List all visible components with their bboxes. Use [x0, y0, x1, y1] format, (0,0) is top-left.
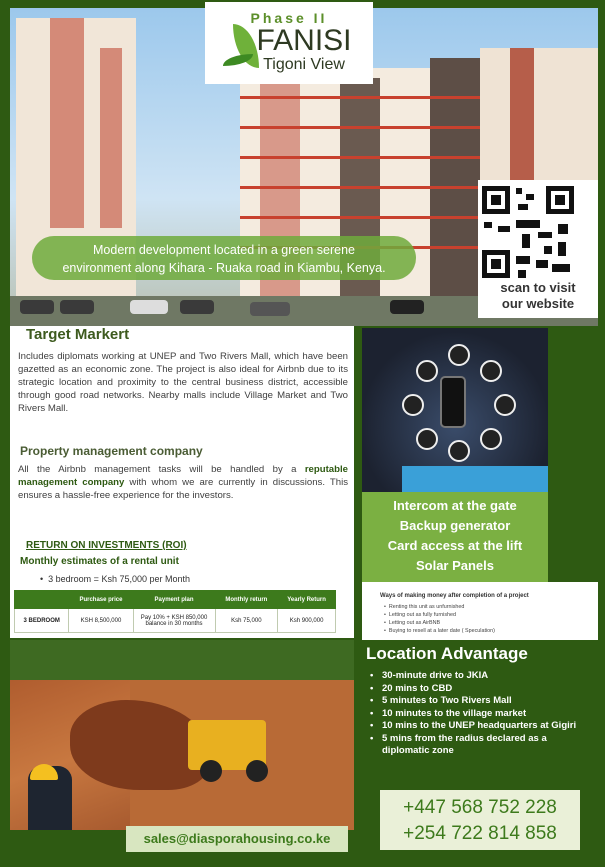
list-item: • Buying to resell at a later date ( Speculation): [384, 628, 495, 634]
target-market-text: Includes diplomats working at UNEP and Two Rivers Mall, which have been gazetted as an economic zone. The project is also ideal for Airbnb due to its strategic location and proximity to the central business district, accessible through good road networks. Nearby malls include Village Market and Two Rivers Mall.: [18, 351, 348, 414]
list-item: • Letting out as AirBNB: [384, 620, 441, 626]
plug-icon: [448, 440, 470, 462]
heating-icon: [416, 360, 438, 382]
amenity-item: Solar Panels: [415, 558, 495, 573]
qr-caption-1: scan to visit: [500, 280, 576, 295]
list-item: • Renting this unit as unfurnished: [384, 604, 465, 610]
list-item: • 10 mins to the UNEP headquarters at Gigiri: [368, 720, 586, 733]
table-row: 3 BEDROOM KSH 8,500,000 Pay 10% + KSH 850,000 balance in 30 months Ksh 75,000 Ksh 900,000: [15, 609, 336, 633]
list-item: • 30-minute drive to JKIA: [368, 670, 586, 683]
phone-numbers: [380, 790, 580, 850]
qr-code-icon[interactable]: [482, 186, 574, 278]
construction-site-image: [10, 640, 354, 830]
audio-icon: [416, 428, 438, 450]
camera-icon: [480, 428, 502, 450]
logo-name: FANISI: [256, 24, 352, 57]
brand-logo: [205, 2, 373, 84]
qr-panel[interactable]: [478, 180, 598, 318]
rent-bullet: • 3 bedroom = Ksh 75,000 per Month: [40, 574, 190, 584]
smart-home-image: [362, 328, 548, 492]
phone-icon: [440, 376, 466, 428]
banner-line-1: Modern development located in a green serene: [93, 243, 355, 257]
list-item: • 20 mins to CBD: [368, 683, 586, 696]
location-heading: Location Advantage: [366, 644, 528, 663]
curtains-icon: [494, 394, 516, 416]
target-market-heading: Target Markert: [26, 326, 130, 343]
email-link[interactable]: sales@diasporahousing.co.ke: [126, 826, 348, 852]
income-ways-title: Ways of making money after completion of a project: [380, 593, 529, 599]
banner-line-2: environment along Kihara - Ruaka road in Kiambu, Kenya.: [62, 261, 386, 275]
amenities-panel: [362, 492, 548, 582]
security-icon: [480, 360, 502, 382]
temperature-icon: [402, 394, 424, 416]
amenity-item: Backup generator: [399, 518, 511, 533]
table-header-row: Purchase price Payment plan Monthly return Yearly Return: [15, 591, 336, 609]
property-management-heading: Property management company: [20, 444, 203, 458]
income-ways-panel: [362, 582, 598, 640]
list-item: • 5 minutes to Two Rivers Mall: [368, 695, 586, 708]
amenity-item: Card access at the lift: [387, 538, 523, 553]
logo-phase: Phase II: [250, 10, 328, 26]
roi-table: [14, 590, 336, 633]
amenity-item: Intercom at the gate: [393, 498, 517, 513]
phone-link[interactable]: +254 722 814 858: [403, 823, 557, 844]
logo-tagline: Tigoni View: [263, 56, 345, 73]
list-item: • Letting out as fully furnished: [384, 612, 457, 618]
location-banner: [32, 236, 416, 280]
roi-heading: RETURN ON INVESTMENTS (ROI): [26, 540, 187, 551]
monthly-estimates-heading: Monthly estimates of a rental unit: [20, 556, 179, 567]
lighting-icon: [448, 344, 470, 366]
property-management-text: All the Airbnb management tasks will be handled by a reputable management company with whom we are currently in discussions. This ensures a hassle-free experience for the investors.: [18, 464, 348, 501]
list-item: • 5 mins from the radius declared as a diplomatic zone: [368, 733, 586, 758]
phone-link[interactable]: +447 568 752 228: [403, 797, 557, 818]
qr-caption-2: our website: [501, 296, 575, 311]
list-item: • 10 minutes to the village market: [368, 708, 586, 721]
